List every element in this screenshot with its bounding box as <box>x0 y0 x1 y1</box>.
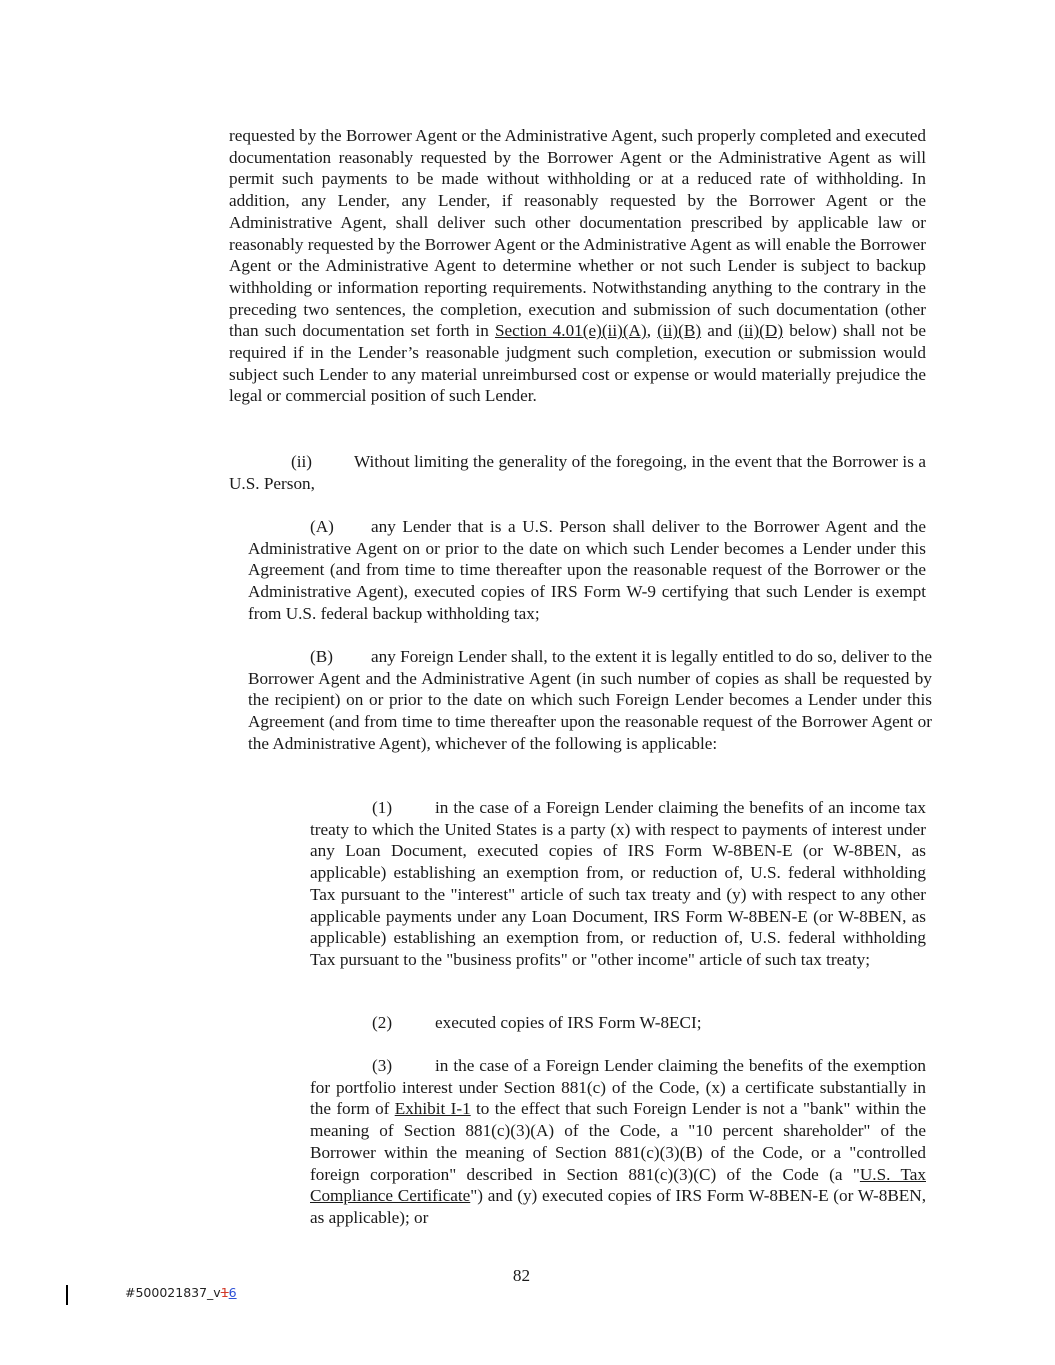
clause-label: (A) <box>310 517 334 536</box>
clause-text: ") and (y) executed copies of IRS Form W-8BEN-E (or W-8BEN, as applicable); or <box>310 1186 926 1227</box>
clause-text: Without limiting the generality of the foregoing, in the event that the Borrower is a U.S. Person, <box>229 452 926 493</box>
document-id <box>125 1285 237 1300</box>
defined-term: U.S. Tax Compliance Certificate <box>310 1164 926 1206</box>
clause-B <box>248 646 932 755</box>
clause-label: (B) <box>310 647 333 666</box>
exhibit-reference[interactable]: Exhibit I-1 <box>394 1099 471 1119</box>
intro-text: requested by the Borrower Agent or the Administrative Agent, such properly completed and executed documentation reasonably requested by the Borrower Agent or the Administrative Agent as will permit such payments to be made without withholding or at a reduced rate of withholding. In addition, any Lender, any Lender, if reasonably requested by the Borrower Agent or the Administrative Agent, shall deliver such other documentation prescribed by applicable law or reasonably requested by the Borrower Agent or the Administrative Agent as will enable the Borrower Agent or the Administrative Agent to determine whether or not such Lender is subject to backup withholding or information reporting requirements. Notwithstanding anything to the contrary in the preceding two sentences, the completion, execution and submission of such documentation (other than such documentation set forth in <box>229 126 926 341</box>
clause-3 <box>310 1055 926 1229</box>
clause-A <box>248 516 926 625</box>
clause-text: in the case of a Foreign Lender claiming the benefits of the exemption for portfolio interest under Section 881(c) of the Code, (x) a certificate substantially in the form of <box>310 1056 926 1119</box>
doc-id-prefix: #500021837_v <box>125 1285 221 1300</box>
section-reference[interactable]: (ii)(B) <box>657 321 702 341</box>
section-reference[interactable]: Section 4.01(e)(ii)(A) <box>494 321 647 341</box>
section-reference[interactable]: (ii)(D) <box>738 321 784 341</box>
page-number: 82 <box>512 1266 531 1285</box>
clause-label: (2) <box>372 1013 393 1032</box>
clause-label: (3) <box>372 1056 393 1075</box>
intro-paragraph <box>229 125 926 407</box>
version-deleted: 1 <box>220 1285 229 1300</box>
clause-label: (1) <box>372 798 393 817</box>
clause-1 <box>310 797 926 971</box>
clause-text: executed copies of IRS Form W-8ECI; <box>435 1013 702 1032</box>
clause-text: any Lender that is a U.S. Person shall deliver to the Borrower Agent and the Administrative Agent on or prior to the date on which such Lender becomes a Lender under this Agreement (and from time to time thereafter upon the reasonable request of the Borrower or the Administrative Agent), executed copies of IRS Form W-9 certifying that such Lender is exempt from U.S. federal backup withholding tax; <box>248 517 926 623</box>
intro-text: below) shall not be required if in the Lender’s reasonable judgment such completion, execution or submission would subject such Lender to any material unreimbursed cost or expense or would materially prejudice the legal or commercial position of such Lender. <box>229 321 926 406</box>
clause-text: in the case of a Foreign Lender claiming the benefits of an income tax treaty to which the United States is a party (x) with respect to payments of interest under any Loan Document, executed copies of IRS Form W-8BEN-E (or W-8BEN, as applicable) establishing an exemption from, or reduction of, U.S. federal withholding Tax pursuant to the "interest" article of such tax treaty and (y) with respect to any other applicable payments under any Loan Document, IRS Form W-8BEN-E (or W-8BEN, as applicable) establishing an exemption from, or reduction of, U.S. federal withholding Tax pursuant to the "business profits" or "other income" article of such tax treaty; <box>310 798 926 969</box>
revision-change-bar <box>66 1285 68 1305</box>
clause-2 <box>310 1012 926 1034</box>
intro-text: , <box>646 321 658 341</box>
clause-text: to the effect that such Foreign Lender is not a "bank" within the meaning of Section 881(c)(3)(A) of the Code, a "10 percent shareholder" of the Borrower within the meaning of Section 881(c)(3)(B) of the Code, or a "controlled foreign corporation" described in Section 881(c)(3)(C) of the Code (a " <box>310 1099 926 1184</box>
intro-text: and <box>701 321 739 341</box>
clause-label: (ii) <box>291 452 312 471</box>
clause-ii <box>229 451 926 494</box>
clause-text: any Foreign Lender shall, to the extent it is legally entitled to do so, deliver to the Borrower Agent and the Administrative Agent (in such number of copies as shall be requested by the recipient) on or prior to the date on which such Foreign Lender becomes a Lender under this Agreement (and from time to time thereafter upon the reasonable request of the Borrower Agent or the Administrative Agent), whichever of the following is applicable: <box>248 647 932 753</box>
version-inserted: 6 <box>228 1285 237 1300</box>
